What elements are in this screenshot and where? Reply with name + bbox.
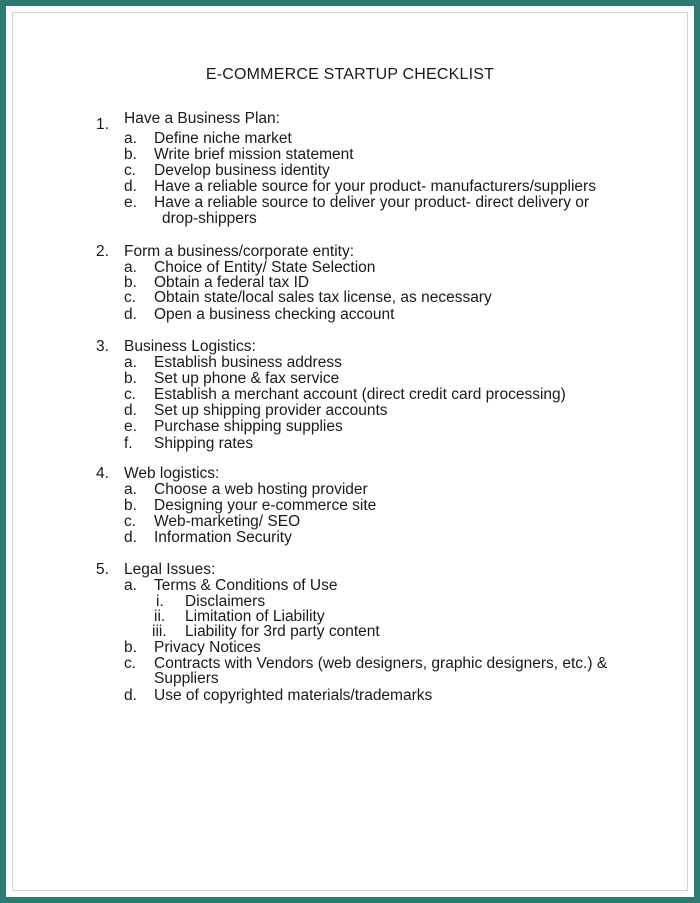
section-number: 5. [96,561,109,578]
subitem-text: Limitation of Liability [185,608,325,625]
item-text: Have a reliable source to deliver your product- direct delivery or [154,194,590,211]
item-text: Develop business identity [154,162,330,179]
item-marker: c. [124,162,137,179]
item-text: Open a business checking account [154,306,395,323]
item-marker: a. [124,577,137,594]
item-text: Have a reliable source for your product- manufacturers/suppliers [154,178,596,195]
item-marker: d. [124,687,137,704]
item-text: Shipping rates [154,435,254,452]
item-text: Establish a merchant account (direct credit card processing) [154,386,566,403]
item-text: Privacy Notices [154,639,261,656]
item-marker: e. [124,194,137,211]
subitem-marker: ii. [154,608,166,625]
item-text: Choice of Entity/ State Selection [154,259,376,276]
item-text-continued: drop-shippers [162,210,257,227]
item-text: Establish business address [154,354,342,371]
item-marker: b. [124,639,137,656]
item-marker: c. [124,289,137,306]
item-marker: b. [124,370,137,387]
subitem-text: Disclaimers [185,593,266,610]
item-marker: f. [124,435,133,452]
item-text: Set up shipping provider accounts [154,402,388,419]
item-text: Set up phone & fax service [154,370,340,387]
item-text: Web-marketing/ SEO [154,513,301,530]
item-marker: a. [124,130,137,147]
item-text: Define niche market [154,130,292,147]
item-marker: d. [124,529,137,546]
section-heading: Form a business/corporate entity: [124,243,355,260]
item-text: Designing your e-commerce site [154,497,377,514]
item-marker: d. [124,306,137,323]
item-text-continued: Suppliers [154,670,219,687]
subitem-marker: iii. [152,623,167,640]
item-marker: e. [124,418,137,435]
item-marker: c. [124,386,137,403]
section-heading: Business Logistics: [124,338,256,355]
section-heading: Legal Issues: [124,561,216,578]
item-text: Obtain a federal tax ID [154,274,310,291]
subitem-text: Liability for 3rd party content [185,623,380,640]
item-marker: a. [124,259,137,276]
section-number: 2. [96,243,109,260]
item-text: Choose a web hosting provider [154,481,368,498]
item-text: Write brief mission statement [154,146,354,163]
item-marker: a. [124,354,137,371]
item-marker: b. [124,274,137,291]
section-number: 3. [96,338,109,355]
item-text: Information Security [154,529,292,546]
item-text: Use of copyrighted materials/trademarks [154,687,433,704]
section-number: 1. [96,116,109,133]
item-text: Purchase shipping supplies [154,418,343,435]
section-heading: Have a Business Plan: [124,110,280,127]
item-marker: a. [124,481,137,498]
document-title: E-COMMERCE STARTUP CHECKLIST [205,66,495,83]
subitem-marker: i. [156,593,164,610]
item-marker: d. [124,178,137,195]
item-marker: b. [124,497,137,514]
item-text: Terms & Conditions of Use [154,577,338,594]
section-number: 4. [96,465,109,482]
item-text: Obtain state/local sales tax license, as necessary [154,289,492,306]
item-marker: b. [124,146,137,163]
item-text: Contracts with Vendors (web designers, graphic designers, etc.) & [154,655,608,672]
item-marker: c. [124,655,137,672]
section-heading: Web logistics: [124,465,220,482]
item-marker: c. [124,513,137,530]
item-marker: d. [124,402,137,419]
